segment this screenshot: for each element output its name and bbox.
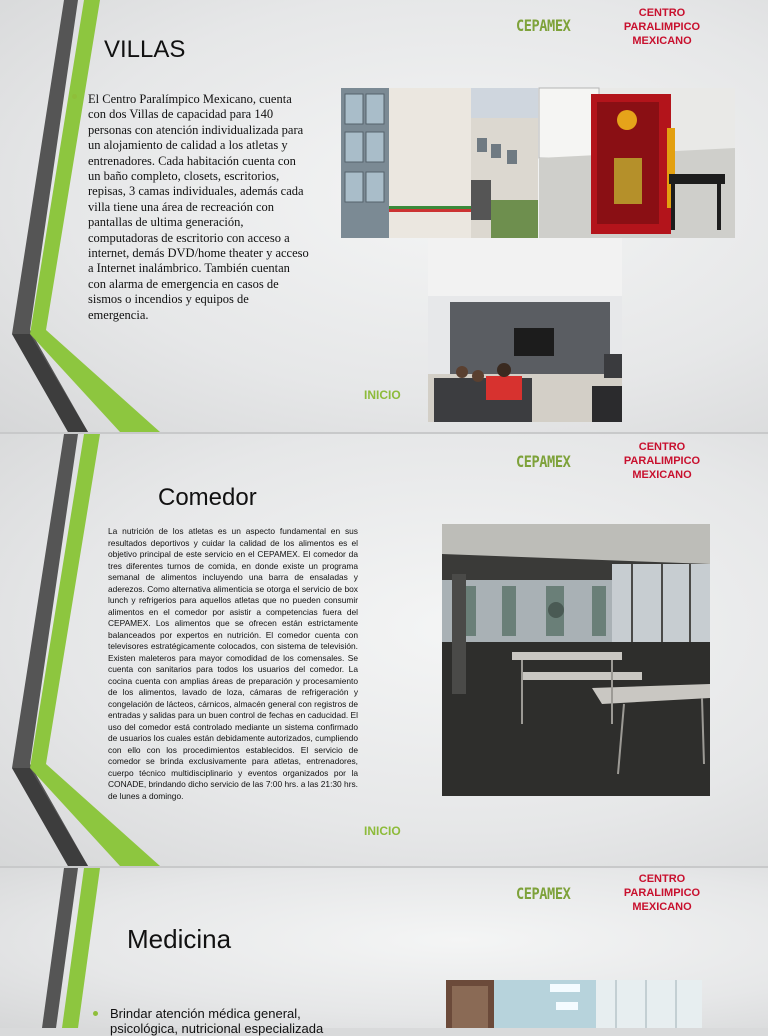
- bullet-text-continued: psicológica, nutricional especializada: [110, 1021, 324, 1036]
- slide-villas: [0, 0, 768, 432]
- slide-title: VILLAS: [104, 36, 186, 63]
- photo-fire-cabinet: [539, 88, 735, 238]
- photo-medical-corridor: [446, 980, 702, 1028]
- slide-title: Comedor: [158, 484, 257, 511]
- inicio-link[interactable]: INICIO: [364, 824, 401, 838]
- org-name: CENTRO PARALIMPICO MEXICANO: [623, 441, 701, 481]
- org-name: CENTRO PARALIMPICO MEXICANO: [623, 7, 701, 47]
- bullet-dot: [93, 1011, 98, 1016]
- slide-comedor: [0, 434, 768, 866]
- cepamex-logo: CEPAMEX: [516, 452, 571, 471]
- bullet-text: Brindar atención médica general,: [110, 1006, 301, 1021]
- bullet-dot: [72, 94, 77, 99]
- photo-recreation-room: [428, 238, 622, 422]
- body-paragraph: El Centro Paralímpico Mexicano, cuenta con dos Villas de capacidad para 140 personas con atención individualizada para un alojamiento de calidad a los atletas y entrenadores. Cada habitación cuenta con un baño completo, closets, escritorios, repisas, 3 camas individuales, además cada villa tiene una área de recreación con pantallas de ultima generación, computadoras de escritorio con acceso a internet, demás DVD/home theater y acceso a Internet inalámbrico. También cuentan con alarma de emergencia en casos de sismos o incendios y equipos de emergencia.: [88, 92, 309, 322]
- cepamex-logo: CEPAMEX: [516, 884, 571, 903]
- org-name: CENTRO PARALIMPICO MEXICANO: [623, 873, 701, 913]
- inicio-link[interactable]: INICIO: [364, 388, 401, 402]
- slide-title: Medicina: [127, 924, 232, 954]
- cepamex-logo: CEPAMEX: [516, 16, 571, 35]
- photo-dining-hall: [442, 524, 710, 796]
- body-paragraph: La nutrición de los atletas es un aspecto fundamental en sus resultados deportivos y cuidar la calidad de los alimentos es el objetivo principal de este servicio en el CEPAMEX. El comedor da tres diferentes turnos de comida, en donde existe un programa semanal de alimentos incluyendo una barra de ensaladas y aderezos. Como alternativa alimenticia se otorga el servicio de box lunch y refrigerios para aquellos atletas que no pueden consumir alimentos en el comedor por asistir a competencias fuera del CEPAMEX. Los alimentos que se ofrecen están estrictamente balanceados por expertos en nutrición. El comedor cuenta con televisores estratégicamente colocados, con sistema de televisión. Existen maleteros para mayor comodidad de los comensales. Se cuenta con sanitarios para todos los usuarios del comedor. La cocina cuenta con amplias áreas de preparación y procesamiento de los alimentos, lavado de loza, cámaras de refrigeración y congelación de lácteos, cárnicos, almacén general con registros de entradas y salidas para un buen control de fechas en caducidad. El uso del comedor está controlado mediante un sistema confirmado de usuarios los cuales están debidamente autorizados, cumpliendo con ello con los procedimientos establecidos. El servicio de comedor se brinda exclusivamente para atletas, entrenadores, cuerpo técnico multidisciplinario y eventos organizados por la CONADE, brindando dicho servicio de las 7:00 hrs. a las 21:30 hrs. de lunes a domingo.: [108, 526, 358, 801]
- photo-villa-building: [341, 88, 538, 238]
- slide-medicina: [0, 868, 768, 1036]
